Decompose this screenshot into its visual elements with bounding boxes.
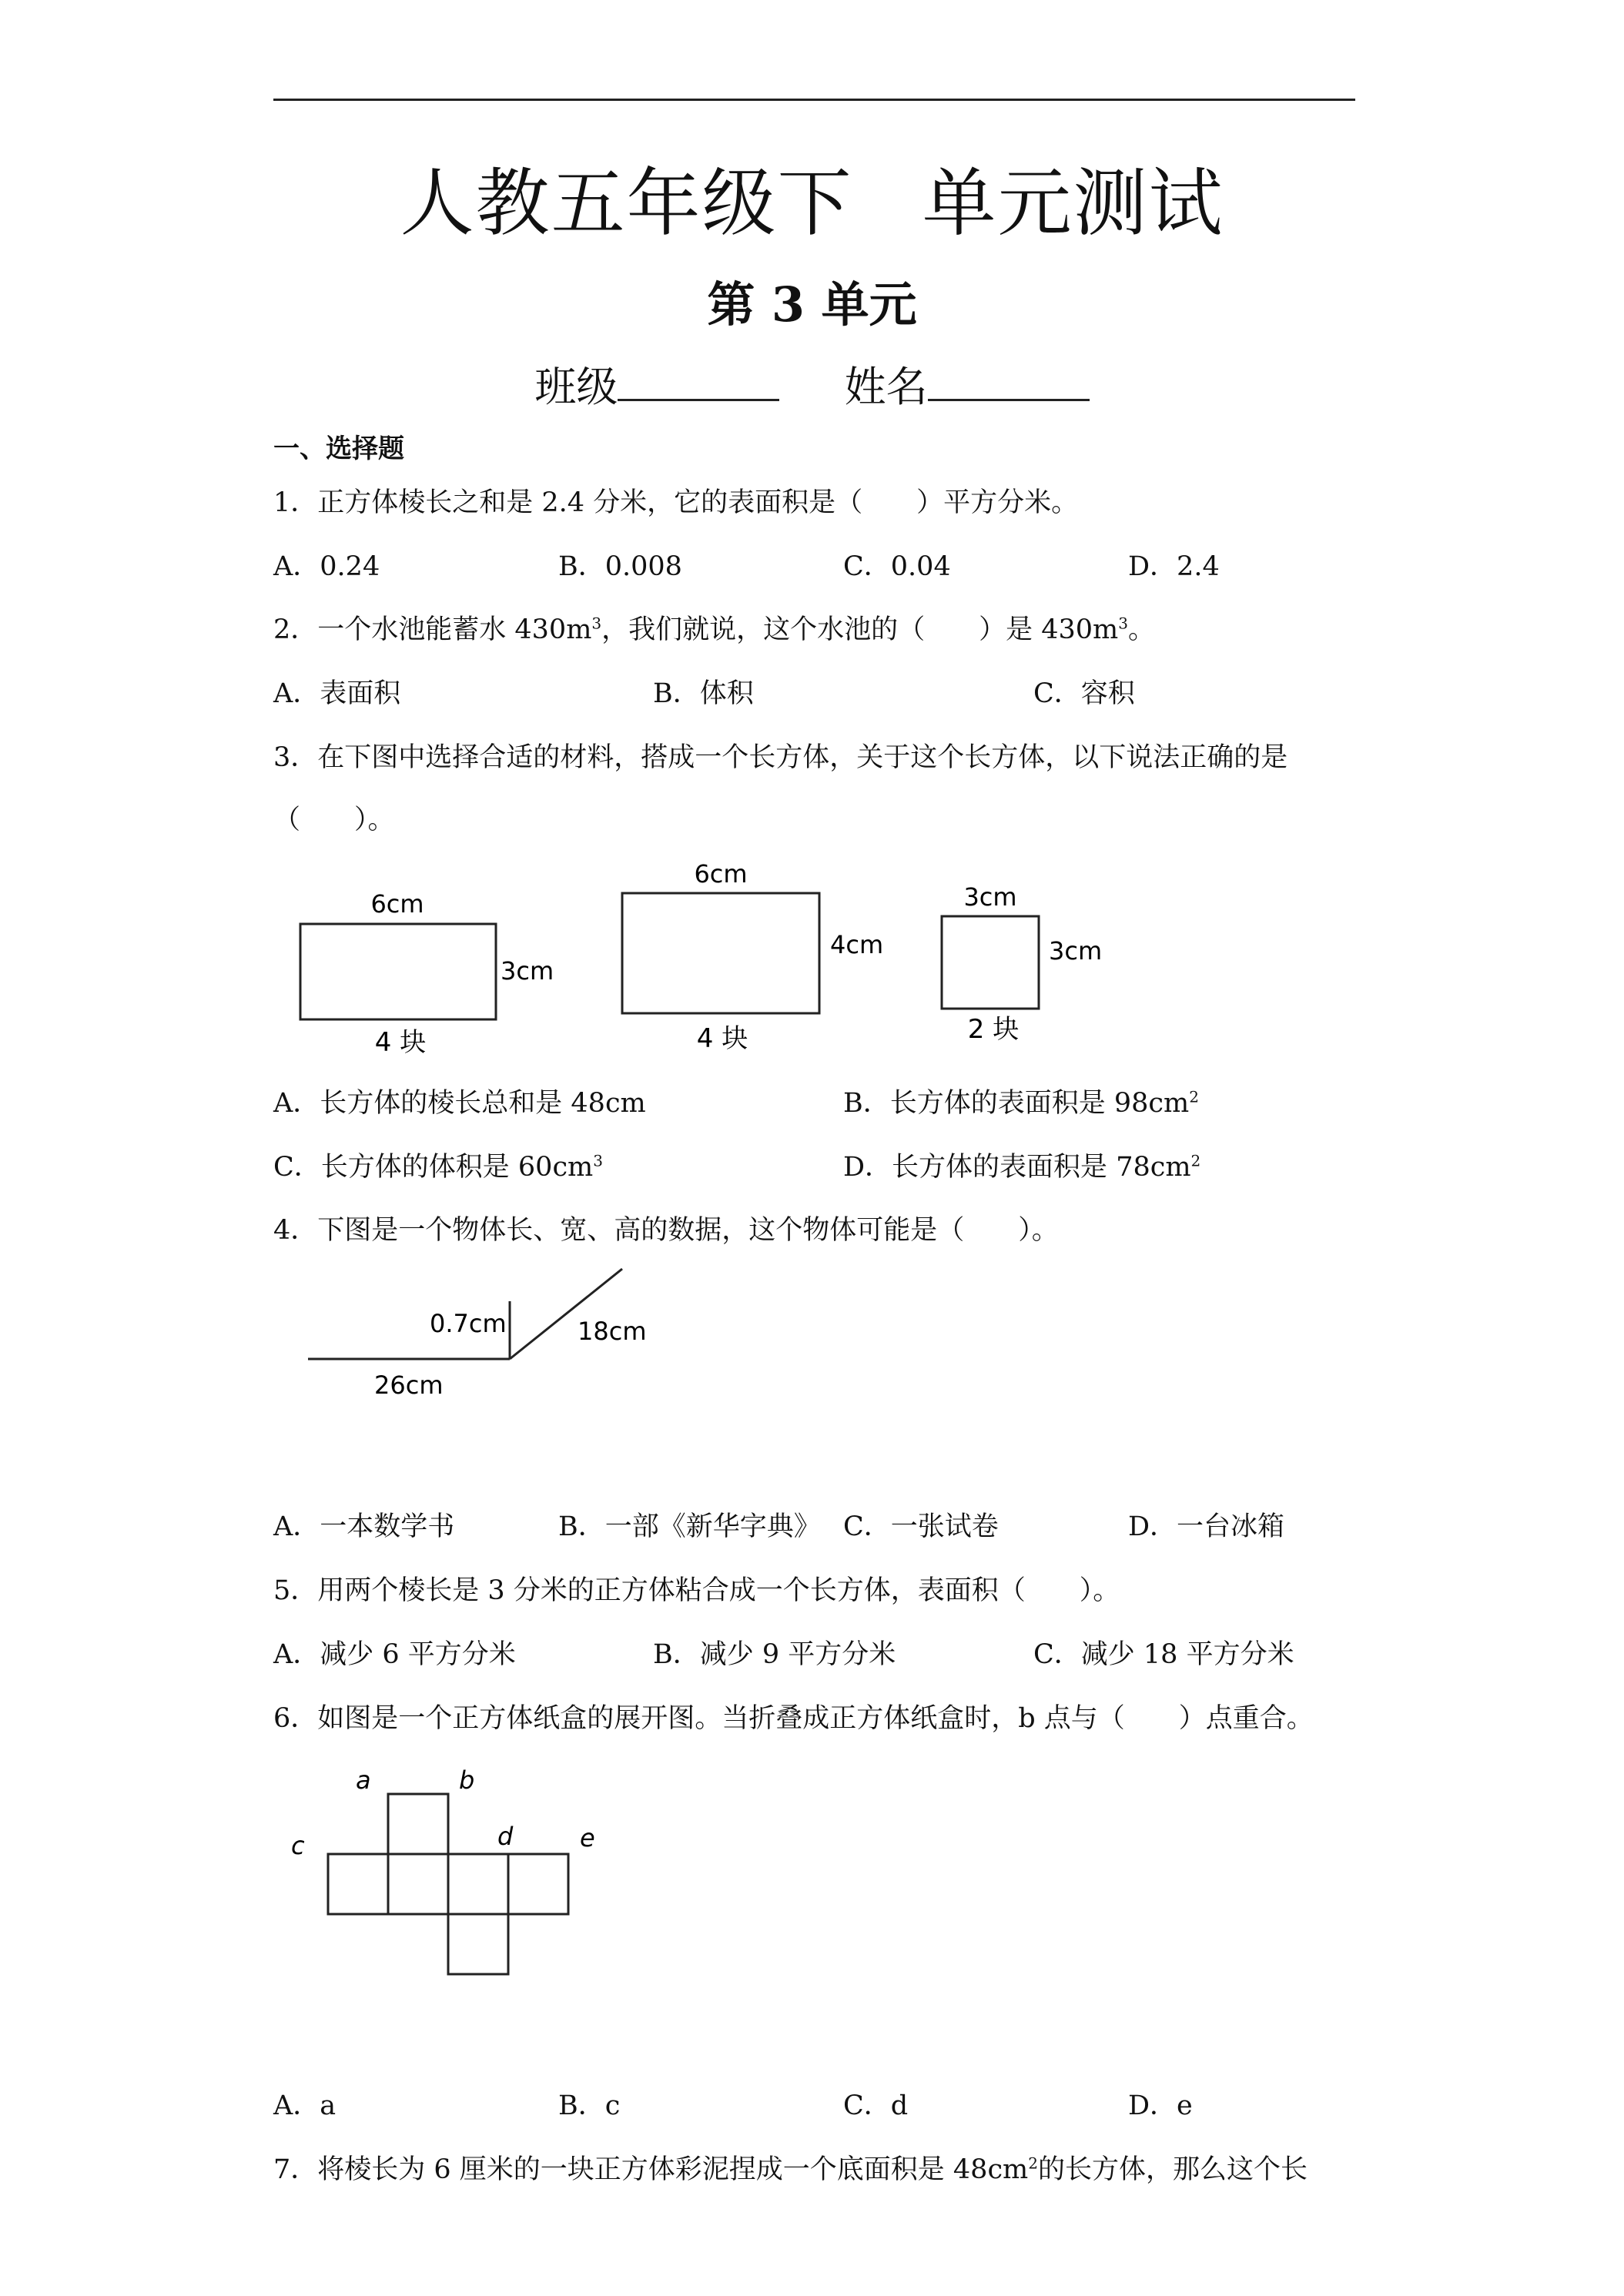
point-e-label: e — [580, 1823, 595, 1853]
q3-option-b[interactable]: B．长方体的表面积是 $98cm^2$ — [843, 1087, 1199, 1119]
rect2-count-label: 4 块 — [696, 1023, 748, 1054]
q3-option-c[interactable]: C．长方体的体积是 $60cm^3$ — [273, 1151, 603, 1183]
rect1-top-label: 6cm — [370, 889, 424, 919]
point-d-label: d — [497, 1822, 514, 1851]
rect3-top-label: 3cm — [963, 882, 1017, 912]
class-label: 班级 — [534, 363, 618, 411]
header-rule — [273, 99, 1355, 101]
point-a-label: a — [356, 1766, 371, 1795]
unit-subtitle: 第 3 单元 — [707, 276, 917, 333]
q2-option-a[interactable]: A．表面积 — [273, 678, 401, 709]
q5-stem: 5．用两个棱长是 3 分米的正方体粘合成一个长方体，表面积（ ）。 — [273, 1575, 1120, 1606]
q5-option-b[interactable]: B．减少 9 平方分米 — [653, 1639, 896, 1670]
rect2-top-label: 6cm — [694, 859, 748, 889]
q6-option-b[interactable]: B．c — [558, 2090, 621, 2121]
q3-stem-line2: （ ）。 — [273, 805, 395, 835]
q3-stem-line1: 3．在下图中选择合适的材料，搭成一个长方体，关于这个长方体，以下说法正确的是 — [273, 742, 1288, 773]
q2-option-b[interactable]: B．体积 — [653, 678, 754, 709]
q5-option-c[interactable]: C．减少 18 平方分米 — [1033, 1639, 1294, 1670]
q6-option-d[interactable]: D．e — [1128, 2090, 1193, 2121]
q4-option-b[interactable]: B．一部《新华字典》 — [558, 1511, 821, 1542]
q4-figure — [300, 1255, 701, 1409]
rect-6x4 — [622, 893, 819, 1013]
class-name-line — [0, 354, 1624, 413]
length-label: 26cm — [374, 1371, 444, 1400]
q1-stem: 1．正方体棱长之和是 2.4 分米，它的表面积是（ ）平方分米。 — [273, 487, 1079, 518]
rect2-side-label: 4cm — [830, 930, 884, 959]
rect1-count-label: 4 块 — [374, 1027, 427, 1058]
name-blank[interactable] — [928, 359, 1090, 401]
q2-option-c[interactable]: C．容积 — [1033, 678, 1135, 709]
name-label: 姓名 — [844, 363, 928, 411]
q6-option-a[interactable]: A．a — [273, 2090, 337, 2121]
q3-figure — [285, 847, 1132, 1078]
rect3-count-label: 2 块 — [967, 1014, 1020, 1045]
width-label: 18cm — [578, 1317, 647, 1346]
q1-option-a[interactable]: A．0.24 — [273, 551, 380, 582]
class-blank[interactable] — [618, 359, 779, 401]
q1-option-c[interactable]: C．0.04 — [843, 551, 951, 582]
net-face-4 — [508, 1854, 568, 1914]
q5-option-a[interactable]: A．减少 6 平方分米 — [273, 1639, 516, 1670]
net-face-3 — [448, 1854, 508, 1914]
page-title: 人教五年级下 单元测试 — [400, 160, 1224, 246]
point-c-label: c — [291, 1831, 305, 1860]
q4-option-a[interactable]: A．一本数学书 — [273, 1511, 455, 1542]
net-face-1 — [328, 1854, 388, 1914]
net-face-bottom — [448, 1914, 508, 1974]
net-face-2 — [388, 1854, 448, 1914]
rect-6x3 — [300, 924, 496, 1019]
q1-option-d[interactable]: D．2.4 — [1128, 551, 1220, 582]
q4-option-d[interactable]: D．一台冰箱 — [1128, 1511, 1285, 1542]
q2-stem: 2．一个水池能蓄水 $430m^3$，我们就说，这个水池的（ ）是 $430m^3$。 — [273, 614, 1155, 645]
q1-option-b[interactable]: B．0.008 — [558, 551, 682, 582]
net-face-top — [388, 1794, 448, 1854]
q4-option-c[interactable]: C．一张试卷 — [843, 1511, 999, 1542]
q4-stem: 4．下图是一个物体长、宽、高的数据，这个物体可能是（ ）。 — [273, 1215, 1059, 1246]
q3-option-d[interactable]: D．长方体的表面积是 $78cm^2$ — [843, 1151, 1201, 1183]
rect1-side-label: 3cm — [501, 956, 554, 986]
q6-cube-net — [285, 1763, 616, 1979]
q6-stem: 6．如图是一个正方体纸盒的展开图。当折叠成正方体纸盒时，b 点与（ ）点重合。 — [273, 1703, 1314, 1734]
q7-stem: 7．将棱长为 6 厘米的一块正方体彩泥捏成一个底面积是 $48cm^2$的长方体，那么这个长 — [273, 2154, 1308, 2185]
rect3-side-label: 3cm — [1049, 936, 1103, 966]
height-label: 0.7cm — [430, 1309, 507, 1338]
q3-option-a[interactable]: A．长方体的棱长总和是 48cm — [273, 1088, 646, 1119]
q6-option-c[interactable]: C．d — [843, 2090, 909, 2121]
point-b-label: b — [459, 1766, 475, 1795]
section-heading: 一、选择题 — [273, 433, 404, 464]
square-3x3 — [942, 916, 1039, 1009]
